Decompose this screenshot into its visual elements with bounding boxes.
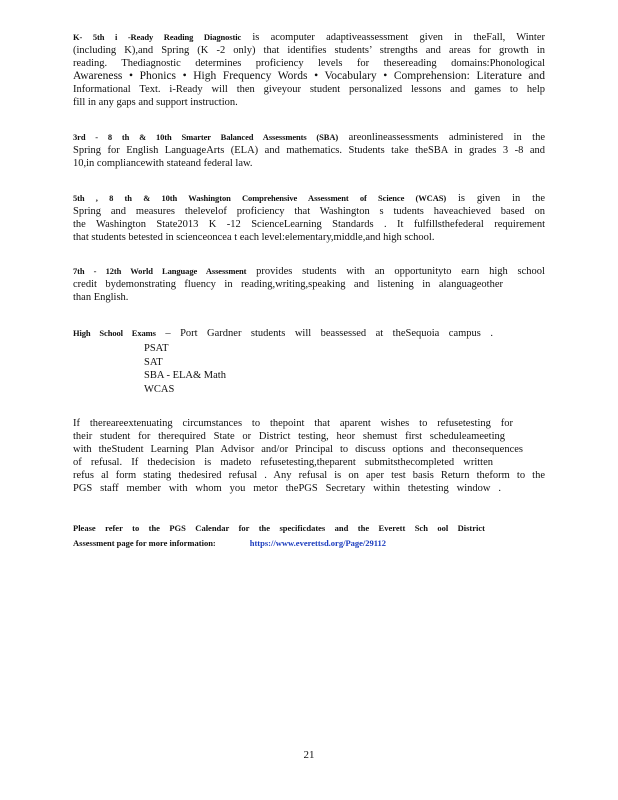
- iready-line-5: Informational Text. i-Ready will then giveyour student personalized lessons and games to help: [73, 84, 545, 95]
- calendar-note-line-2: Assessment page for more information: https://www.everettsd.org/Page/29112: [73, 538, 387, 548]
- iready-paragraph: [73, 31, 545, 109]
- exam-bullet-item: PSAT: [144, 343, 169, 354]
- sba-heading: 3rd - 8 th & 10th Smarter Balanced Assessments (SBA): [73, 132, 339, 142]
- calendar-note-line-1: Please refer to the PGS Calendar for the specificdates and the Everett Sch ool District: [73, 523, 485, 533]
- refusal-line-5: refus al form stating thedesired refusal . Any refusal is on aper test basis Return theform to the: [73, 470, 545, 481]
- wcas-line-3: the Washington State2013 K -12 ScienceLearning Standards . It fulfillsthefederal requirement: [73, 219, 545, 230]
- iready-line-2: (including K),and Spring (K -2 only) that identifies students’ strengths and areas for growth in: [73, 45, 545, 56]
- refusal-line-2: their student for therequired State or District testing, heor shemust first scheduleameeting: [73, 431, 505, 442]
- iready-line-3: reading. Thediagnostic determines proficiency levels for thesereading domains:Phonological: [73, 58, 545, 69]
- exam-bullet-item: SAT: [144, 356, 163, 368]
- wcas-paragraph: [73, 192, 545, 244]
- exam-bullet-item: SBA - ELA& Math: [144, 370, 226, 381]
- refusal-line-6: PGS staff member with whom you metor thePGS Secretary within thetesting window .: [73, 483, 501, 494]
- wcas-line-4: that students betested in scienceoncea t each level:elementary,middle,and high school.: [73, 232, 435, 243]
- sba-line-1: 3rd - 8 th & 10th Smarter Balanced Assessments (SBA) areonlineassessments administered in the: [73, 132, 545, 143]
- world-language-paragraph: [73, 265, 545, 304]
- wcas-line-1: 5th , 8 th & 10th Washington Comprehensive Assessment of Science (WCAS) is given in the: [73, 193, 545, 204]
- page-number: 21: [303, 749, 315, 761]
- iready-line-1: K- 5th i -Ready Reading Diagnostic is acomputer adaptiveassessment given in theFall, Winter: [73, 32, 545, 43]
- assessment-page-link[interactable]: https://www.everettsd.org/Page/29112: [249, 538, 387, 548]
- refusal-line-3: with theStudent Learning Plan Advisor and/or Principal to discuss options and theconsequences: [73, 444, 523, 455]
- iready-line-4: Awareness • Phonics • High Frequency Words • Vocabulary • Comprehension: Literature and: [73, 70, 545, 82]
- sba-paragraph: [73, 131, 545, 170]
- wcas-heading: 5th , 8 th & 10th Washington Comprehensive Assessment of Science (WCAS): [73, 193, 447, 203]
- iready-line-6: fill in any gaps and support instruction.: [73, 97, 238, 108]
- refusal-paragraph: [73, 417, 545, 495]
- exam-bullet-list: [128, 342, 226, 396]
- exam-bullet-item: WCAS: [144, 383, 175, 395]
- world-language-line-3: than English.: [73, 292, 129, 303]
- iready-heading: K- 5th i -Ready Reading Diagnostic: [73, 32, 242, 42]
- high-school-exams-line: High School Exams – Port Gardner students will beassessed at theSequoia campus .: [73, 328, 493, 339]
- wcas-line-2: Spring and measures thelevelof proficiency that Washington s tudents haveachieved based on: [73, 206, 545, 217]
- world-language-line-2: credit bydemonstrating fluency in reading,writing,speaking and listening in alanguageother: [73, 279, 503, 290]
- calendar-note: [73, 521, 545, 551]
- world-language-line-1: 7th - 12th World Language Assessment provides students with an opportunityto earn high school: [73, 266, 545, 277]
- sba-line-2: Spring for English LanguageArts (ELA) and mathematics. Students take theSBA in grades 3 -8 and: [73, 145, 545, 156]
- refusal-line-1: If thereareextenuating circumstances to thepoint that aparent wishes to refusetesting for: [73, 418, 513, 429]
- sba-line-3: 10,in compliancewith stateand federal law.: [73, 158, 253, 169]
- world-language-heading: 7th - 12th World Language Assessment: [73, 266, 247, 276]
- high-school-exams-heading: High School Exams: [73, 328, 156, 338]
- refusal-line-4: of refusal. If thedecision is madeto refusetesting,theparent submitsthecompleted written: [73, 457, 493, 468]
